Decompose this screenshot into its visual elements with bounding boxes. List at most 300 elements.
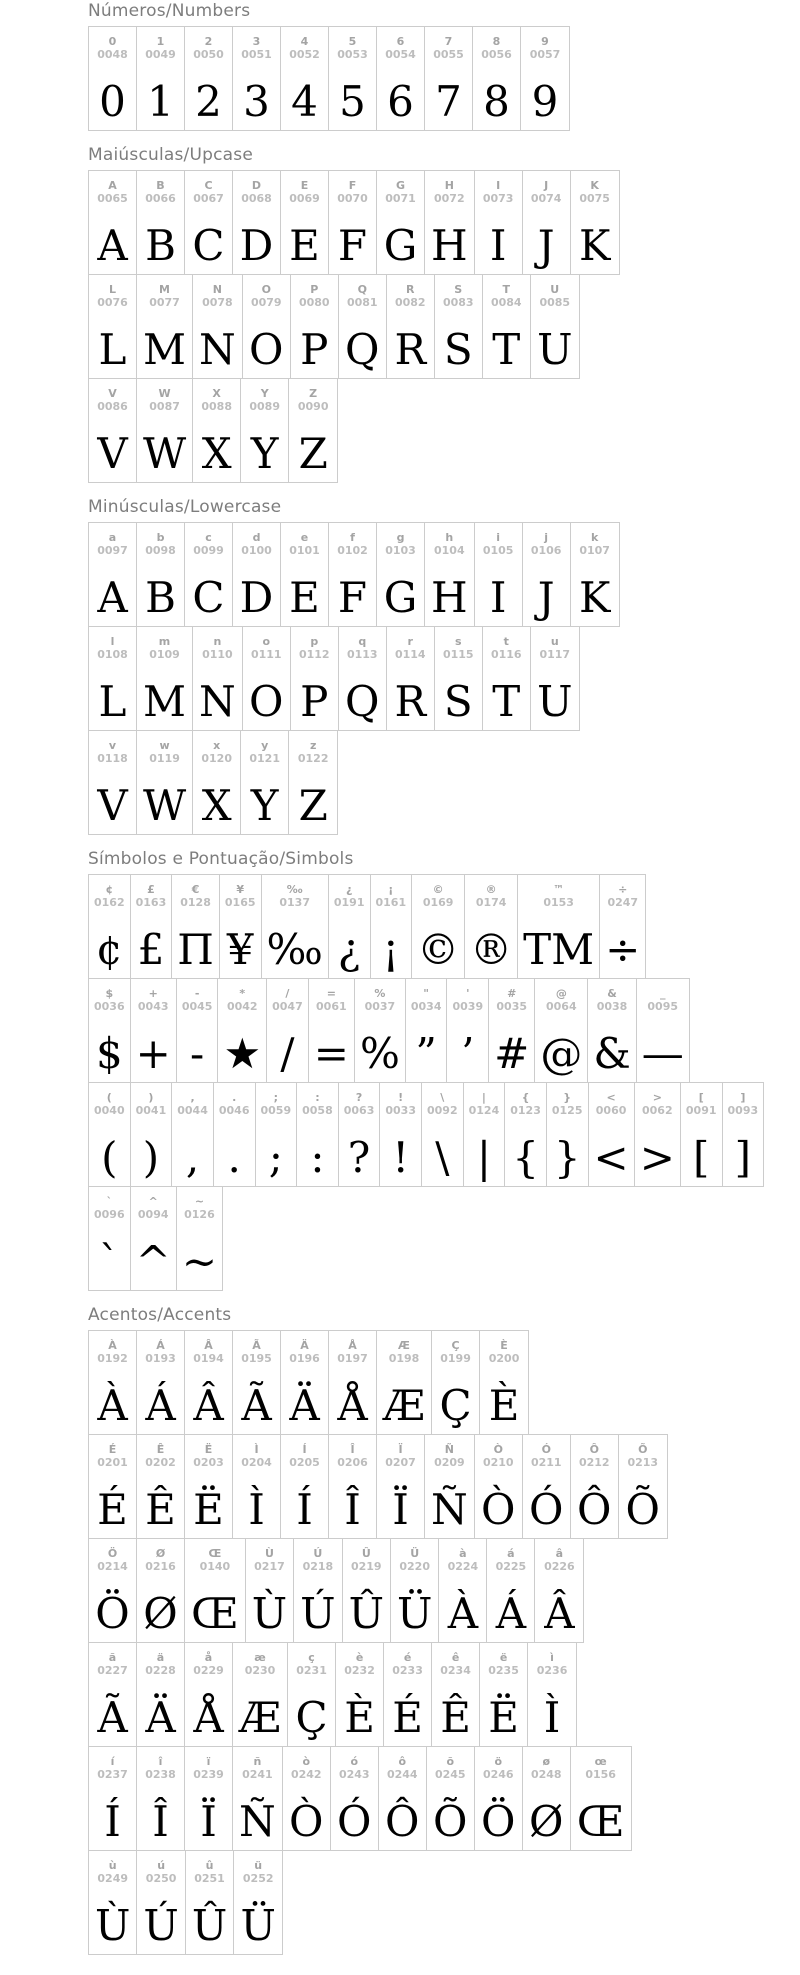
cell-unicode-decimal-label: 0102 bbox=[337, 544, 368, 557]
cell-unicode-decimal-label: 0242 bbox=[290, 1768, 322, 1781]
glyph-row bbox=[88, 522, 620, 627]
cell-character-label: Í bbox=[302, 1443, 307, 1456]
cell-character-label: è bbox=[355, 1651, 364, 1664]
cell-character-label: ' bbox=[466, 987, 470, 1000]
glyph-cell bbox=[723, 1083, 764, 1186]
cell-character-label: ô bbox=[398, 1755, 407, 1768]
glyph-row bbox=[88, 1082, 764, 1187]
cell-character-label: Q bbox=[357, 283, 367, 296]
glyph-row bbox=[88, 874, 646, 979]
glyph-row bbox=[88, 26, 570, 131]
cell-character-label: 2 bbox=[204, 35, 213, 48]
cell-unicode-decimal-label: 0245 bbox=[434, 1768, 466, 1781]
glyph-cell bbox=[377, 1331, 432, 1434]
glyph-cell bbox=[137, 1851, 185, 1954]
cell-unicode-decimal-label: 0237 bbox=[97, 1768, 128, 1781]
cell-glyph-preview: À bbox=[447, 1589, 479, 1638]
cell-character-label: Å bbox=[348, 1339, 357, 1352]
cell-unicode-decimal-label: 0099 bbox=[193, 544, 224, 557]
cell-character-label: L bbox=[108, 283, 116, 296]
glyph-cell bbox=[331, 1747, 379, 1850]
cell-glyph-preview: Ö bbox=[481, 1797, 516, 1846]
cell-glyph-preview: L bbox=[98, 325, 127, 374]
cell-character-label: d bbox=[252, 531, 261, 544]
glyph-cell bbox=[523, 171, 571, 274]
glyph-cell bbox=[89, 1331, 137, 1434]
cell-character-label: Ç bbox=[451, 1339, 460, 1352]
cell-character-label: = bbox=[326, 987, 336, 1000]
cell-glyph-preview: ’ bbox=[461, 1029, 475, 1078]
cell-unicode-decimal-label: 0226 bbox=[544, 1560, 575, 1573]
cell-glyph-preview: Ö bbox=[95, 1589, 130, 1638]
section-title: Acentos/Accents bbox=[88, 1305, 232, 1325]
cell-unicode-decimal-label: 0097 bbox=[97, 544, 128, 557]
glyph-row bbox=[88, 378, 338, 483]
glyph-cell bbox=[172, 875, 220, 978]
cell-character-label: g bbox=[396, 531, 405, 544]
cell-glyph-preview: S bbox=[443, 325, 473, 374]
cell-glyph-preview: Ã bbox=[97, 1693, 128, 1742]
cell-character-label: õ bbox=[446, 1755, 455, 1768]
glyph-cell bbox=[406, 979, 448, 1082]
glyph-cell bbox=[177, 1187, 222, 1290]
cell-character-label: % bbox=[374, 987, 386, 1000]
cell-unicode-decimal-label: 0070 bbox=[337, 192, 368, 205]
cell-glyph-preview: Ê bbox=[440, 1693, 471, 1742]
cell-unicode-decimal-label: 0058 bbox=[302, 1104, 333, 1117]
cell-unicode-decimal-label: 0163 bbox=[135, 896, 167, 909]
glyph-cell bbox=[531, 627, 579, 730]
cell-glyph-preview: $ bbox=[95, 1029, 123, 1078]
cell-character-label: o bbox=[262, 635, 271, 648]
cell-character-label: x bbox=[213, 739, 221, 752]
cell-glyph-preview: / bbox=[280, 1029, 295, 1078]
glyph-cell bbox=[571, 1747, 631, 1850]
cell-character-label: A bbox=[108, 179, 117, 192]
cell-character-label: Õ bbox=[638, 1443, 648, 1456]
cell-glyph-preview: £ bbox=[137, 925, 165, 974]
glyph-cell bbox=[89, 1187, 131, 1290]
cell-glyph-preview: Å bbox=[337, 1381, 368, 1430]
cell-glyph-preview: Ñ bbox=[239, 1797, 276, 1846]
cell-unicode-decimal-label: 0033 bbox=[385, 1104, 416, 1117]
cell-character-label: Ë bbox=[204, 1443, 213, 1456]
section-title: Números/Numbers bbox=[88, 1, 251, 21]
cell-unicode-decimal-label: 0250 bbox=[145, 1872, 177, 1885]
cell-glyph-preview: P bbox=[300, 677, 329, 726]
cell-unicode-decimal-label: 0065 bbox=[97, 192, 128, 205]
cell-unicode-decimal-label: 0220 bbox=[399, 1560, 430, 1573]
cell-character-label: | bbox=[481, 1091, 486, 1104]
glyph-cell bbox=[267, 979, 309, 1082]
cell-glyph-preview: Ú bbox=[300, 1589, 336, 1638]
cell-glyph-preview: ¥ bbox=[226, 925, 254, 974]
cell-glyph-preview: Õ bbox=[625, 1485, 660, 1534]
cell-character-label: / bbox=[285, 987, 290, 1000]
cell-unicode-decimal-label: 0199 bbox=[440, 1352, 471, 1365]
cell-glyph-preview: Ó bbox=[529, 1485, 564, 1534]
glyph-row bbox=[88, 1186, 223, 1291]
cell-unicode-decimal-label: 0232 bbox=[344, 1664, 375, 1677]
cell-unicode-decimal-label: 0122 bbox=[297, 752, 329, 765]
glyph-row bbox=[88, 1746, 632, 1851]
cell-unicode-decimal-label: 0048 bbox=[97, 48, 128, 61]
glyph-cell bbox=[535, 1539, 583, 1642]
glyph-cell bbox=[241, 379, 289, 482]
cell-glyph-preview: Ü bbox=[240, 1901, 276, 1950]
cell-unicode-decimal-label: 0104 bbox=[434, 544, 465, 557]
cell-unicode-decimal-label: 0103 bbox=[385, 544, 416, 557]
cell-glyph-preview: ★ bbox=[223, 1029, 262, 1078]
cell-unicode-decimal-label: 0073 bbox=[482, 192, 514, 205]
cell-unicode-decimal-label: 0068 bbox=[241, 192, 272, 205]
glyph-cell bbox=[343, 1539, 391, 1642]
cell-unicode-decimal-label: 0113 bbox=[346, 648, 378, 661]
cell-unicode-decimal-label: 0083 bbox=[442, 296, 474, 309]
cell-glyph-preview: Ë bbox=[193, 1485, 224, 1534]
glyph-cell bbox=[473, 27, 521, 130]
cell-unicode-decimal-label: 0210 bbox=[482, 1456, 514, 1469]
cell-unicode-decimal-label: 0161 bbox=[375, 896, 407, 909]
cell-glyph-preview: Ä bbox=[289, 1381, 320, 1430]
glyph-cell bbox=[131, 979, 177, 1082]
glyph-cell bbox=[339, 627, 387, 730]
cell-glyph-preview: Ï bbox=[200, 1797, 217, 1846]
glyph-cell bbox=[262, 875, 329, 978]
cell-glyph-preview: Î bbox=[344, 1485, 361, 1534]
cell-glyph-preview: É bbox=[97, 1485, 128, 1534]
cell-glyph-preview: F bbox=[337, 573, 368, 622]
glyph-cell bbox=[355, 979, 406, 1082]
glyph-cell bbox=[475, 1747, 523, 1850]
glyph-cell bbox=[377, 1435, 425, 1538]
glyph-section bbox=[88, 498, 800, 835]
section-title: Minúsculas/Lowercase bbox=[88, 497, 282, 517]
glyph-cell bbox=[523, 523, 571, 626]
cell-glyph-preview: ] bbox=[734, 1133, 752, 1182]
cell-unicode-decimal-label: 0087 bbox=[149, 400, 180, 413]
glyph-cell bbox=[384, 1643, 432, 1746]
glyph-cell bbox=[185, 1539, 246, 1642]
cell-glyph-preview: 2 bbox=[195, 77, 222, 126]
cell-character-label: ] bbox=[740, 1091, 746, 1104]
glyph-cell bbox=[518, 875, 600, 978]
cell-character-label: * bbox=[239, 987, 246, 1000]
glyph-cell bbox=[422, 1083, 464, 1186]
cell-character-label: H bbox=[444, 179, 454, 192]
glyph-cell bbox=[137, 1539, 185, 1642]
cell-glyph-preview: Ó bbox=[337, 1797, 372, 1846]
cell-unicode-decimal-label: 0092 bbox=[427, 1104, 458, 1117]
cell-character-label: n bbox=[213, 635, 222, 648]
cell-character-label: R bbox=[406, 283, 415, 296]
glyph-cell bbox=[588, 979, 636, 1082]
glyph-cell bbox=[89, 1747, 137, 1850]
glyph-cell bbox=[377, 27, 425, 130]
cell-unicode-decimal-label: 0251 bbox=[194, 1872, 225, 1885]
glyph-cell bbox=[193, 731, 241, 834]
glyph-cell bbox=[475, 1435, 523, 1538]
cell-glyph-preview: # bbox=[494, 1029, 530, 1078]
cell-character-label: € bbox=[191, 883, 200, 896]
glyph-cell bbox=[635, 1083, 681, 1186]
cell-glyph-preview: R bbox=[394, 677, 427, 726]
cell-glyph-preview: Œ bbox=[191, 1589, 239, 1638]
glyph-cell bbox=[289, 379, 337, 482]
cell-character-label: q bbox=[358, 635, 367, 648]
cell-glyph-preview: Π bbox=[177, 925, 214, 974]
glyph-row bbox=[88, 626, 580, 731]
glyph-cell bbox=[89, 627, 137, 730]
glyph-cell bbox=[137, 27, 185, 130]
glyph-cell bbox=[233, 1435, 281, 1538]
cell-glyph-preview: - bbox=[190, 1029, 205, 1078]
glyph-cell bbox=[435, 627, 483, 730]
cell-character-label: Ï bbox=[398, 1443, 403, 1456]
cell-unicode-decimal-label: 0235 bbox=[488, 1664, 519, 1677]
glyph-cell bbox=[283, 1747, 331, 1850]
cell-character-label: 0 bbox=[108, 35, 117, 48]
cell-character-label: ø bbox=[542, 1755, 551, 1768]
glyph-section bbox=[88, 1306, 800, 1955]
cell-character-label: 5 bbox=[348, 35, 357, 48]
cell-unicode-decimal-label: 0207 bbox=[385, 1456, 416, 1469]
cell-glyph-preview: [ bbox=[693, 1133, 710, 1182]
cell-unicode-decimal-label: 0117 bbox=[539, 648, 571, 661]
cell-unicode-decimal-label: 0125 bbox=[551, 1104, 583, 1117]
glyph-cell bbox=[387, 275, 435, 378]
glyph-cell bbox=[172, 1083, 214, 1186]
glyph-cell bbox=[233, 1747, 283, 1850]
cell-character-label: & bbox=[607, 987, 617, 1000]
cell-glyph-preview: 3 bbox=[243, 77, 270, 126]
cell-unicode-decimal-label: 0118 bbox=[97, 752, 128, 765]
cell-unicode-decimal-label: 0115 bbox=[442, 648, 474, 661]
cell-unicode-decimal-label: 0224 bbox=[447, 1560, 479, 1573]
cell-glyph-preview: H bbox=[431, 573, 468, 622]
cell-glyph-preview: . bbox=[227, 1133, 241, 1182]
glyph-cell bbox=[309, 979, 355, 1082]
glyph-cell bbox=[89, 523, 137, 626]
cell-glyph-preview: D bbox=[239, 221, 274, 270]
cell-unicode-decimal-label: 0057 bbox=[529, 48, 561, 61]
glyph-cell bbox=[89, 379, 137, 482]
glyph-cell bbox=[137, 1331, 185, 1434]
cell-character-label: ¡ bbox=[388, 883, 394, 896]
cell-glyph-preview: N bbox=[199, 325, 236, 374]
glyph-cell bbox=[329, 1435, 377, 1538]
glyph-cell bbox=[131, 1187, 177, 1290]
cell-glyph-preview: , bbox=[185, 1133, 200, 1182]
cell-character-label: 3 bbox=[252, 35, 261, 48]
glyph-cell bbox=[177, 979, 219, 1082]
cell-glyph-preview: N bbox=[199, 677, 236, 726]
glyph-cell bbox=[89, 875, 131, 978]
cell-character-label: ç bbox=[308, 1651, 315, 1664]
cell-character-label: z bbox=[309, 739, 317, 752]
cell-glyph-preview: B bbox=[145, 573, 176, 622]
glyph-cell bbox=[387, 627, 435, 730]
cell-character-label: ê bbox=[451, 1651, 460, 1664]
cell-glyph-preview: W bbox=[143, 429, 187, 478]
cell-unicode-decimal-label: 0106 bbox=[530, 544, 562, 557]
glyph-section bbox=[88, 850, 800, 1291]
cell-glyph-preview: Ñ bbox=[431, 1485, 468, 1534]
cell-glyph-preview: ¿ bbox=[337, 925, 361, 974]
glyph-cell bbox=[329, 523, 377, 626]
cell-character-label: ( bbox=[106, 1091, 112, 1104]
cell-character-label: i bbox=[496, 531, 501, 544]
cell-glyph-preview: © bbox=[417, 925, 460, 974]
glyph-cell bbox=[480, 1331, 528, 1434]
cell-unicode-decimal-label: 0241 bbox=[242, 1768, 273, 1781]
cell-unicode-decimal-label: 0071 bbox=[385, 192, 416, 205]
cell-character-label: Ù bbox=[265, 1547, 274, 1560]
glyph-cell bbox=[185, 1435, 233, 1538]
cell-character-label: í bbox=[110, 1755, 115, 1768]
cell-unicode-decimal-label: 0121 bbox=[249, 752, 280, 765]
cell-character-label: Á bbox=[156, 1339, 165, 1352]
cell-unicode-decimal-label: 0213 bbox=[627, 1456, 659, 1469]
cell-unicode-decimal-label: 0192 bbox=[97, 1352, 128, 1365]
cell-glyph-preview: @ bbox=[540, 1029, 583, 1078]
cell-character-label: Û bbox=[361, 1547, 371, 1560]
cell-unicode-decimal-label: 0041 bbox=[135, 1104, 167, 1117]
cell-character-label: 9 bbox=[541, 35, 549, 48]
cell-character-label: Ì bbox=[254, 1443, 259, 1456]
glyph-row bbox=[88, 1330, 529, 1435]
cell-glyph-preview: Ô bbox=[577, 1485, 612, 1534]
cell-glyph-preview: Á bbox=[495, 1589, 527, 1638]
glyph-cell bbox=[185, 171, 233, 274]
cell-glyph-preview: Ú bbox=[143, 1901, 179, 1950]
glyph-cell bbox=[329, 1331, 377, 1434]
glyph-cell bbox=[412, 875, 465, 978]
cell-character-label: ; bbox=[273, 1091, 279, 1104]
cell-character-label: \ bbox=[440, 1091, 445, 1104]
glyph-cell bbox=[571, 523, 619, 626]
cell-character-label: m bbox=[158, 635, 171, 648]
glyph-cell bbox=[379, 1747, 427, 1850]
cell-character-label: M bbox=[159, 283, 170, 296]
glyph-cell bbox=[521, 27, 569, 130]
cell-glyph-preview: 1 bbox=[147, 77, 174, 126]
glyph-cell bbox=[329, 27, 377, 130]
cell-unicode-decimal-label: 0044 bbox=[177, 1104, 208, 1117]
cell-glyph-preview: % bbox=[359, 1029, 400, 1078]
cell-glyph-preview: Â bbox=[544, 1589, 575, 1638]
cell-character-label: ò bbox=[302, 1755, 311, 1768]
glyph-cell bbox=[288, 1643, 336, 1746]
cell-glyph-preview: ~ bbox=[181, 1237, 218, 1286]
glyph-cell bbox=[329, 171, 377, 274]
glyph-cell bbox=[681, 1083, 723, 1186]
cell-unicode-decimal-label: 0053 bbox=[337, 48, 368, 61]
cell-character-label: e bbox=[300, 531, 309, 544]
cell-unicode-decimal-label: 0198 bbox=[388, 1352, 420, 1365]
glyph-cell bbox=[234, 1851, 282, 1954]
cell-unicode-decimal-label: 0238 bbox=[145, 1768, 176, 1781]
glyph-cell bbox=[377, 171, 425, 274]
cell-character-label: ` bbox=[106, 1195, 113, 1208]
cell-unicode-decimal-label: 0197 bbox=[337, 1352, 368, 1365]
glyph-section bbox=[88, 146, 800, 483]
glyph-cell bbox=[281, 1435, 329, 1538]
cell-character-label: # bbox=[507, 987, 517, 1000]
glyph-cell bbox=[137, 1435, 185, 1538]
section-rows bbox=[88, 1330, 800, 1955]
section-rows bbox=[88, 26, 800, 131]
cell-glyph-preview: 7 bbox=[435, 77, 462, 126]
cell-glyph-preview: Ç bbox=[439, 1381, 472, 1430]
cell-character-label: j bbox=[544, 531, 549, 544]
cell-glyph-preview: ÷ bbox=[605, 925, 641, 974]
glyph-cell bbox=[487, 1539, 535, 1642]
glyph-cell bbox=[137, 523, 185, 626]
cell-character-label: ¥ bbox=[236, 883, 245, 896]
glyph-cell bbox=[464, 1083, 506, 1186]
glyph-cell bbox=[505, 1083, 547, 1186]
cell-character-label: Z bbox=[309, 387, 318, 400]
cell-unicode-decimal-label: 0243 bbox=[338, 1768, 370, 1781]
cell-character-label: ó bbox=[350, 1755, 359, 1768]
cell-unicode-decimal-label: 0196 bbox=[289, 1352, 320, 1365]
cell-glyph-preview: Ä bbox=[145, 1693, 176, 1742]
cell-character-label: O bbox=[261, 283, 271, 296]
glyph-cell bbox=[339, 275, 387, 378]
cell-character-label: V bbox=[108, 387, 117, 400]
cell-unicode-decimal-label: 0165 bbox=[224, 896, 256, 909]
cell-glyph-preview: ! bbox=[392, 1133, 410, 1182]
cell-character-label: } bbox=[563, 1091, 572, 1104]
cell-glyph-preview: ¡ bbox=[382, 925, 400, 974]
cell-character-label: P bbox=[310, 283, 319, 296]
cell-unicode-decimal-label: 0098 bbox=[145, 544, 176, 557]
cell-character-label: , bbox=[190, 1091, 195, 1104]
cell-glyph-preview: Y bbox=[250, 429, 279, 478]
glyph-row bbox=[88, 978, 690, 1083]
glyph-cell bbox=[137, 731, 193, 834]
cell-glyph-preview: Å bbox=[193, 1693, 224, 1742]
cell-character-label: I bbox=[496, 179, 501, 192]
cell-unicode-decimal-label: 0096 bbox=[94, 1208, 125, 1221]
glyph-cell bbox=[439, 1539, 487, 1642]
cell-unicode-decimal-label: 0247 bbox=[607, 896, 639, 909]
glyph-cell bbox=[281, 27, 329, 130]
cell-character-label: ã bbox=[108, 1651, 117, 1664]
cell-glyph-preview: Ô bbox=[385, 1797, 420, 1846]
cell-glyph-preview: ) bbox=[142, 1133, 160, 1182]
cell-unicode-decimal-label: 0239 bbox=[193, 1768, 224, 1781]
cell-unicode-decimal-label: 0109 bbox=[149, 648, 180, 661]
cell-glyph-preview: V bbox=[97, 429, 128, 478]
cell-character-label: ü bbox=[254, 1859, 263, 1872]
glyph-cell bbox=[391, 1539, 439, 1642]
cell-unicode-decimal-label: 0066 bbox=[145, 192, 176, 205]
cell-character-label: ù bbox=[108, 1859, 117, 1872]
cell-glyph-preview: L bbox=[98, 677, 127, 726]
cell-glyph-preview: H bbox=[431, 221, 468, 270]
glyph-cell bbox=[89, 1435, 137, 1538]
cell-glyph-preview: M bbox=[143, 677, 187, 726]
cell-glyph-preview: 5 bbox=[339, 77, 366, 126]
glyph-cell bbox=[432, 1643, 480, 1746]
cell-glyph-preview: Ê bbox=[145, 1485, 176, 1534]
cell-character-label: v bbox=[108, 739, 117, 752]
cell-glyph-preview: Á bbox=[145, 1381, 176, 1430]
cell-glyph-preview: TM bbox=[523, 925, 595, 974]
cell-glyph-preview: } bbox=[553, 1133, 581, 1182]
